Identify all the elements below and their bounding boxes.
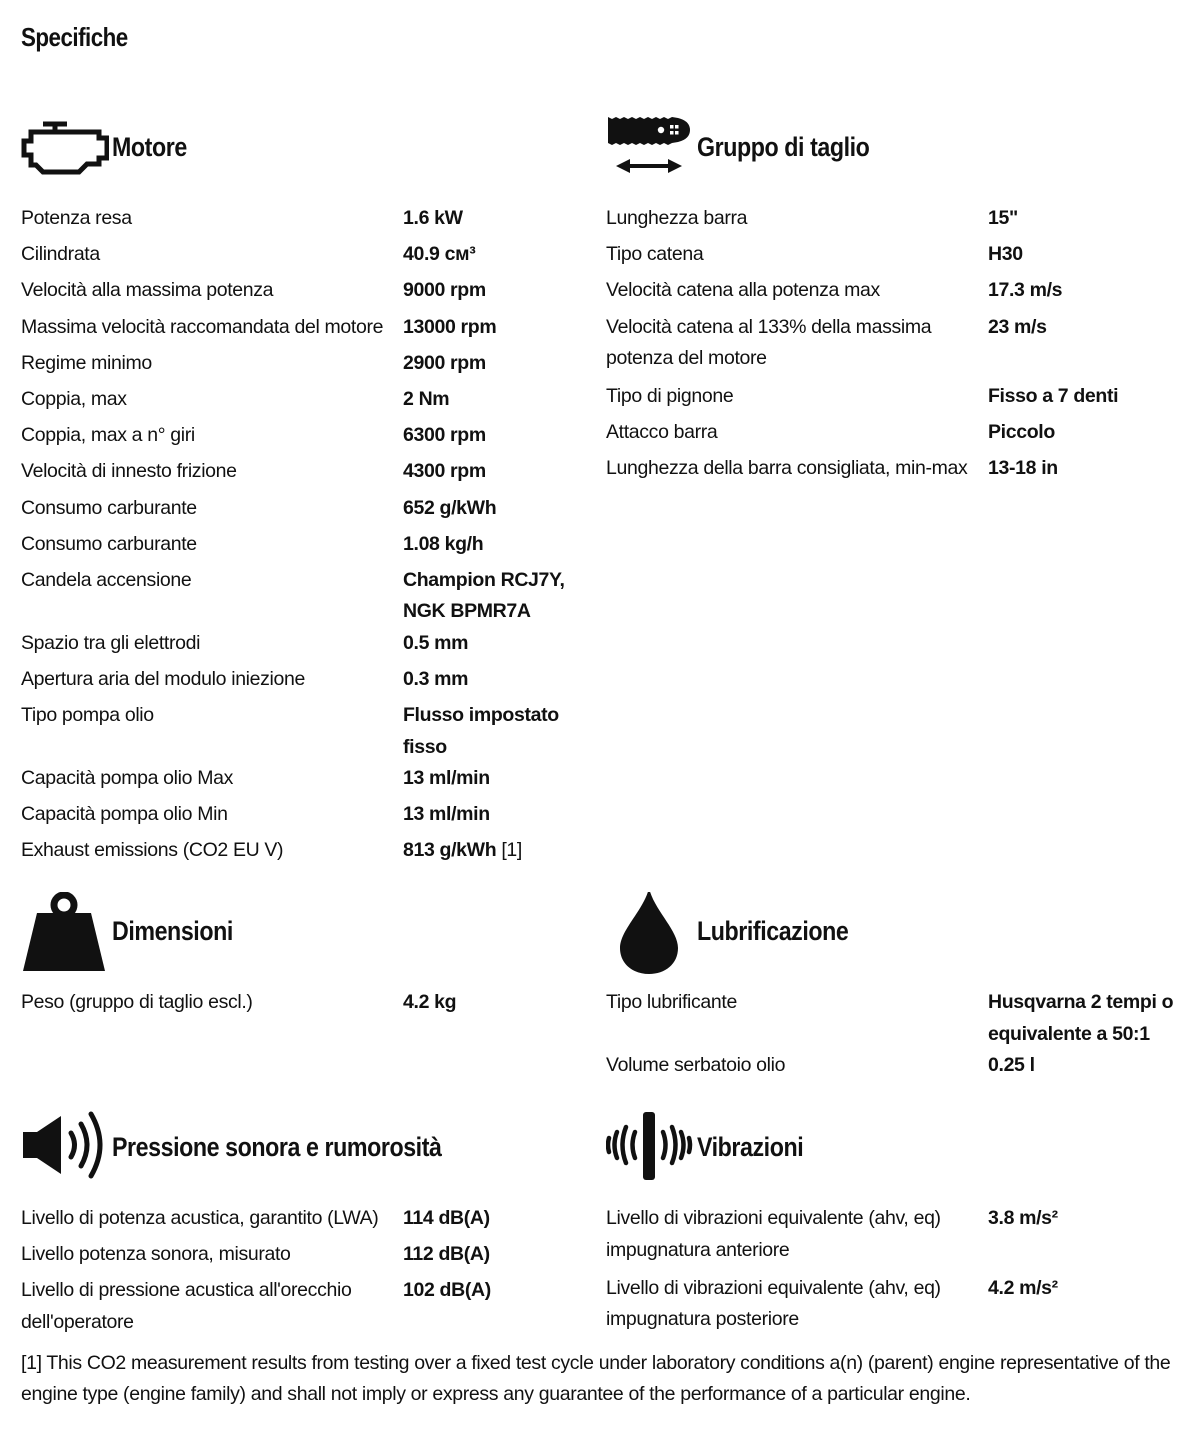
footnote: [1] This CO2 measurement results from testing over a fixed test cycle under laboratory conditions a(n) (parent) engine representative of the engine type (engine family) and shall not imply or express any guarantee of the performance of a particular engine.: [21, 1352, 1171, 1405]
spec-value: 4.2 kg: [403, 991, 457, 1013]
section-title-dimensioni: Dimensioni: [112, 916, 233, 946]
spec-label: Attacco barra: [606, 421, 718, 444]
spec-row: [21, 529, 581, 565]
spec-row: [21, 1239, 581, 1275]
spec-value: 40.9 см³: [403, 243, 476, 266]
spec-value: 112 dB(A): [403, 1243, 490, 1266]
spec-row: [21, 664, 581, 700]
page-title: Specifiche: [21, 22, 128, 52]
value-text: 813 g/kWh: [403, 839, 497, 862]
spec-label: Consumo carburante: [21, 532, 197, 555]
spec-row: [21, 700, 581, 763]
spec-label: Tipo catena: [606, 243, 704, 266]
spec-label: [606, 1273, 1186, 1336]
spec-row: [606, 453, 1186, 489]
spec-value: 102 dB(A): [403, 1279, 491, 1302]
spec-row: [606, 417, 1186, 453]
spec-value: 13000 rpm: [403, 315, 497, 338]
spec-row: [21, 763, 581, 799]
value-line: Husqvarna 2 tempi o: [988, 991, 1174, 1013]
spec-row: [21, 1275, 581, 1338]
spec-label: Velocità alla massima potenza: [21, 279, 274, 302]
label-line: impugnatura anteriore: [606, 1238, 790, 1261]
value-line: Champion RCJ7Y,: [403, 568, 565, 591]
spec-row: [606, 987, 1186, 1050]
spec-value: 114 dB(A): [403, 1207, 490, 1229]
spec-label: [21, 1275, 581, 1338]
spec-row: [606, 275, 1186, 311]
oil-drop-icon: [606, 892, 694, 962]
spec-row: [21, 239, 581, 275]
spec-label: Consumo carburante: [21, 496, 197, 519]
spec-value: 13 ml/min: [403, 766, 490, 789]
spec-row: [21, 565, 581, 628]
spec-value: Piccolo: [988, 421, 1055, 444]
section-title-pressione-sonora: Pressione sonora e rumorosità: [112, 1132, 442, 1162]
spec-label: Tipo di pignone: [606, 385, 734, 408]
spec-row: [606, 203, 1186, 239]
spec-label: Capacità pompa olio Max: [21, 766, 233, 789]
spec-value: 1.08 kg/h: [403, 532, 484, 555]
spec-row: [21, 348, 581, 384]
label-line: impugnatura posteriore: [606, 1308, 799, 1330]
section-motore: [21, 108, 581, 871]
spec-label: Volume serbatoio olio: [606, 1053, 786, 1076]
spec-value: 15": [988, 207, 1018, 229]
spec-value: 0.25 l: [988, 1053, 1035, 1076]
spec-row: [606, 1203, 1186, 1273]
spec-value: 3.8 m/s²: [988, 1207, 1058, 1229]
label-line: Livello di pressione acustica all'orecchio: [21, 1279, 352, 1302]
spec-row: [21, 987, 581, 1023]
spec-value: 17.3 m/s: [988, 279, 1063, 302]
spec-row: [21, 456, 581, 492]
spec-label: Regime minimo: [21, 351, 152, 374]
spec-label: Potenza resa: [21, 207, 132, 229]
spec-value: 9000 rpm: [403, 279, 486, 302]
spec-label: Velocità di innesto frizione: [21, 460, 237, 483]
spec-label: Cilindrata: [21, 243, 100, 266]
spec-row: [21, 628, 581, 664]
spec-value: [403, 835, 522, 867]
spec-value: 6300 rpm: [403, 424, 486, 447]
spec-label: Exhaust emissions (CO2 EU V): [21, 839, 284, 862]
spec-value: H30: [988, 243, 1023, 266]
weight-icon: [21, 892, 109, 962]
spec-row: [21, 384, 581, 420]
spec-label: Coppia, max a n° giri: [21, 424, 195, 447]
spec-value: 13-18 in: [988, 457, 1058, 480]
spec-value: 652 g/kWh: [403, 496, 497, 519]
value-line: fisso: [403, 735, 447, 758]
spec-label: Capacità pompa olio Min: [21, 803, 228, 826]
spec-value: Fisso a 7 denti: [988, 385, 1119, 408]
spec-value: 2 Nm: [403, 387, 450, 410]
footnote-ref-link[interactable]: [1]: [496, 839, 522, 862]
spec-row: [21, 835, 581, 871]
spec-value: 0.3 mm: [403, 667, 469, 690]
spec-label: [606, 1203, 1186, 1266]
section-title-lubrificazione: Lubrificazione: [697, 916, 849, 946]
spec-value: 1.6 kW: [403, 207, 463, 229]
label-line: Velocità catena al 133% della massima: [606, 315, 932, 338]
spec-label: [606, 312, 1186, 375]
value-line: NGK BPMR7A: [403, 600, 531, 623]
spec-value: 4.2 m/s²: [988, 1276, 1058, 1299]
spec-row: [21, 312, 581, 348]
spec-row: [21, 1203, 581, 1239]
spec-value: [403, 700, 559, 763]
spec-label: Apertura aria del modulo iniezione: [21, 667, 306, 690]
spec-label: Coppia, max: [21, 387, 127, 410]
spec-label: Tipo lubrificante: [606, 991, 737, 1013]
spec-label: Lunghezza della barra consigliata, min-max: [606, 457, 968, 480]
spec-value: 13 ml/min: [403, 803, 490, 826]
engine-icon: [21, 108, 109, 178]
value-line: Flusso impostato: [403, 704, 559, 727]
section-title-vibrazioni: Vibrazioni: [697, 1132, 804, 1162]
label-line: potenza del motore: [606, 347, 767, 370]
spec-row: [606, 1273, 1186, 1336]
spec-value: [988, 987, 1173, 1050]
spec-value: 4300 rpm: [403, 460, 486, 483]
spec-row: [606, 1050, 1186, 1086]
spec-label: Massima velocità raccomandata del motore: [21, 315, 384, 338]
spec-label: Velocità catena alla potenza max: [606, 279, 880, 302]
speaker-icon: [21, 1108, 109, 1178]
spec-row: [21, 420, 581, 456]
section-pressione-sonora: [21, 1108, 581, 1338]
section-gruppo-di-taglio: [606, 108, 1186, 490]
label-line: Livello di vibrazioni equivalente (ahv, eq): [606, 1276, 941, 1299]
value-line: equivalente a 50:1: [988, 1022, 1150, 1045]
spec-value: 2900 rpm: [403, 351, 486, 374]
spec-value: 0.5 mm: [403, 631, 469, 654]
section-dimensioni: [21, 892, 581, 1023]
spec-label: Spazio tra gli elettrodi: [21, 631, 201, 654]
spec-value: [403, 565, 565, 628]
spec-row: [606, 312, 1186, 382]
spec-row: [606, 381, 1186, 417]
chainsaw-bar-icon: [606, 108, 694, 178]
spec-label: Tipo pompa olio: [21, 704, 154, 727]
spec-label: Livello potenza sonora, misurato: [21, 1243, 291, 1266]
label-line: Livello di vibrazioni equivalente (ahv, eq): [606, 1207, 941, 1229]
section-vibrazioni: [606, 1108, 1186, 1336]
spec-row: [21, 493, 581, 529]
spec-row: [606, 239, 1186, 275]
section-title-motore: Motore: [112, 132, 187, 162]
spec-row: [21, 203, 581, 239]
spec-value: 23 m/s: [988, 315, 1047, 338]
spec-label: Lunghezza barra: [606, 207, 748, 229]
label-line: dell'operatore: [21, 1310, 134, 1333]
spec-label: Peso (gruppo di taglio escl.): [21, 991, 253, 1013]
spec-row: [21, 799, 581, 835]
spec-label: Candela accensione: [21, 568, 192, 591]
vibration-icon: [606, 1108, 694, 1178]
section-title-gruppo-di-taglio: Gruppo di taglio: [697, 132, 870, 162]
spec-label: Livello di potenza acustica, garantito (LWA): [21, 1207, 379, 1229]
spec-row: [21, 275, 581, 311]
section-lubrificazione: [606, 892, 1186, 1086]
